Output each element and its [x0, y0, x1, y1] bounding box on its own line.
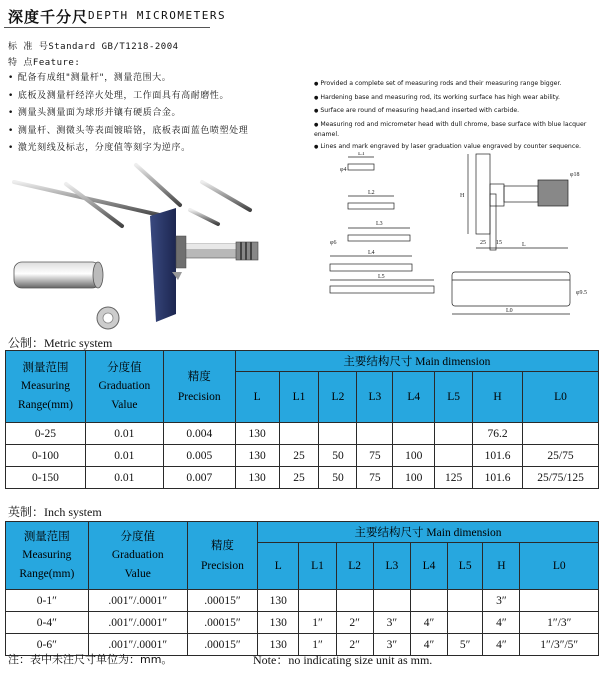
- features-cn-list: [8, 70, 248, 158]
- metric-col-graduation: 分度值 Graduation Value: [85, 351, 163, 423]
- feature-heading: 特 点Feature:: [8, 58, 81, 68]
- metric-col-h: H: [473, 372, 523, 423]
- label-h: H: [460, 193, 465, 199]
- inch-col-precision: 精度 Precision: [187, 522, 257, 590]
- extension-tube: [14, 262, 103, 288]
- label-l1: L1: [358, 152, 365, 157]
- inch-col-l1: L1: [299, 543, 336, 590]
- rod-l0: [452, 272, 587, 314]
- label-d4: φ4: [340, 167, 347, 173]
- metric-col-l1: L1: [279, 372, 319, 423]
- title-underline: [4, 27, 210, 28]
- label-d95: φ9.5: [576, 290, 587, 296]
- note-en: Note：no indicating size unit as mm.: [253, 653, 433, 667]
- inch-col-l5: L5: [448, 543, 483, 590]
- rod-l4: [330, 250, 412, 271]
- metric-spec-table: [5, 350, 599, 489]
- features-en-list: [314, 79, 600, 156]
- feature-en-item: ● Provided a complete set of measuring rods and their measuring range bigger.: [314, 79, 600, 89]
- rod-l3: [330, 221, 410, 246]
- standard-line: 标 准 号Standard GB/T1218-2004: [8, 42, 179, 52]
- metric-col-l2: L2: [319, 372, 357, 423]
- label-l2: L2: [368, 190, 375, 196]
- measuring-rods: [14, 165, 250, 226]
- label-l5: L5: [378, 274, 385, 280]
- rod-l2: [348, 190, 394, 209]
- metric-col-l4: L4: [393, 372, 435, 423]
- micrometer-side-view: [460, 154, 579, 250]
- metric-section-title: 公制：Metric system: [8, 336, 113, 350]
- label-l0: L0: [506, 308, 513, 314]
- feature-cn-item: • 测量杆、测微头等表面镀暗铬，底板表面蓝色喷塑处理: [8, 123, 248, 141]
- feature-cn-item: • 底板及测量杆经淬火处理，工作面具有高耐磨性。: [8, 88, 248, 106]
- label-d18: φ18: [570, 172, 580, 178]
- inch-col-l3: L3: [373, 543, 410, 590]
- rod-l5: [330, 274, 434, 293]
- feature-en-item: ● Lines and mark engraved by laser graduation value engraved by counter sequence.: [314, 142, 600, 152]
- inch-main-dimension-header: 主要结构尺寸 Main dimension: [258, 522, 599, 543]
- metric-col-l5: L5: [435, 372, 473, 423]
- table-row: 0-6″ .001″/.0001″ .00015″ 130 1″ 2″ 3″ 4″ 5″ 4″ 1″/3″/5″: [6, 634, 599, 656]
- feature-en-item: ● Surface are round of measuring head,and inserted with carbide.: [314, 106, 600, 116]
- metric-col-l: L: [235, 372, 279, 423]
- feature-cn-item: • 配备有成组"测量杆"，测量范围大。: [8, 70, 248, 88]
- metric-main-dimension-header: 主要结构尺寸 Main dimension: [235, 351, 598, 372]
- inch-spec-table: [5, 521, 599, 656]
- inch-col-graduation: 分度值 Graduation Value: [88, 522, 187, 590]
- product-photo: [4, 152, 294, 337]
- rod-l1: [340, 152, 374, 173]
- metric-col-precision: 精度 Precision: [163, 351, 235, 423]
- inch-col-l0: L0: [520, 543, 599, 590]
- inch-section-title: 英制：Inch system: [8, 505, 102, 519]
- note-cn: 注：表中未注尺寸单位为：mm。: [8, 653, 173, 666]
- inch-col-h: H: [483, 543, 520, 590]
- label-l4: L4: [368, 250, 375, 256]
- label-l3: L3: [376, 221, 383, 227]
- feature-en-item: ● Hardening base and measuring rod, its working surface has high wear ability.: [314, 93, 600, 103]
- inch-col-range: 测量范围 Measuring Range(mm): [6, 522, 89, 590]
- table-row: 0-4″ .001″/.0001″ .00015″ 130 1″ 2″ 3″ 4″ 4″ 1″/3″: [6, 612, 599, 634]
- feature-cn-item: • 测量头测量面为球形并镶有硬质合金。: [8, 105, 248, 123]
- metric-col-l3: L3: [357, 372, 393, 423]
- table-row: 0-1″ .001″/.0001″ .00015″ 130 3″: [6, 590, 599, 612]
- feature-en-item: ● Measuring rod and micrometer head with dull chrome, base surface with blue lacquer enamel.: [314, 120, 600, 139]
- label-dim25: 25: [480, 240, 486, 246]
- label-dim15: 15: [496, 240, 502, 246]
- product-title-en: DEPTH MICROMETERS: [88, 9, 227, 22]
- micrometer-body: [150, 208, 258, 322]
- metric-col-range: 测量范围 Measuring Range(mm): [6, 351, 86, 423]
- lock-ring: [97, 307, 119, 329]
- label-l: L: [522, 242, 526, 248]
- table-row: 0-150 0.01 0.007 130 25 50 75 100 125 101.6 25/75/125: [6, 467, 599, 489]
- inch-col-l2: L2: [336, 543, 373, 590]
- label-d6: φ6: [330, 240, 337, 246]
- product-title-cn: 深度千分尺: [8, 8, 89, 26]
- table-row: 0-25 0.01 0.004 130 76.2: [6, 423, 599, 445]
- table-row: 0-100 0.01 0.005 130 25 50 75 100 101.6 25/75: [6, 445, 599, 467]
- inch-col-l: L: [258, 543, 299, 590]
- dimension-diagram: [300, 152, 600, 322]
- feature-cn-item: • 激光刻线及标志，分度值等刻字为逆序。: [8, 140, 248, 158]
- inch-col-l4: L4: [410, 543, 447, 590]
- metric-col-l0: L0: [523, 372, 599, 423]
